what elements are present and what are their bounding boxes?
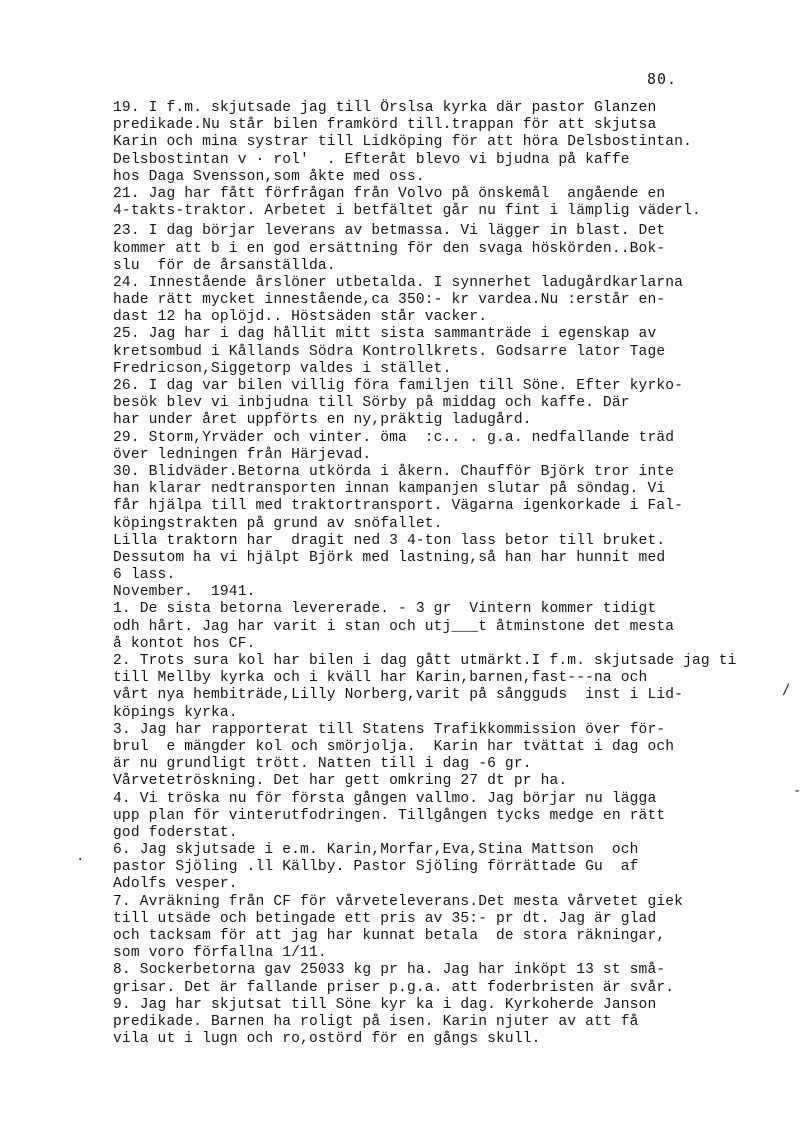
text-line: han klarar nedtransporten innan kampanjen slutar på söndag. Vi — [113, 481, 666, 498]
text-line: 7. Avräkning från CF för vårveteleverans.Det mesta vårvetet giek — [113, 893, 684, 910]
text-line: 8. Sockerbetorna gav 25033 kg pr ha. Jag har inköpt 13 st små- — [113, 962, 666, 979]
margin-dash-mark: - — [793, 783, 802, 799]
text-line: 4. Vi tröska nu för första gången vallmo. Jag börjar nu lägga — [113, 790, 657, 807]
text-line: besök blev vi inbjudna till Sörby på middag och kaffe. Där — [113, 395, 630, 412]
text-line: Dessutom ha vi hjälpt Björk med lastning,så han har hunnit med — [113, 549, 666, 566]
text-line: vila ut i lugn och ro,ostörd för en gångs skull. — [113, 1031, 541, 1048]
text-line: Fredricson,Siggetorp valdes i stället. — [113, 360, 452, 377]
text-line: hade rätt mycket innestående,ca 350:- kr vardea.Nu :erstår en- — [113, 292, 666, 309]
text-line: 21. Jag har fått förfrågan från Volvo på önskemål angående en — [113, 185, 666, 202]
text-line: 9. Jag har skjutsat till Söne kyr ka i dag. Kyrkoherde Janson — [113, 996, 657, 1013]
text-line: slu för de årsanställda. — [113, 257, 336, 274]
text-line: Karin och mina systrar till Lidköping för att höra Delsbostintan. — [113, 134, 692, 151]
text-line: 30. Blidväder.Betorna utkörda i åkern. Chaufför Björk tror inte — [113, 463, 675, 480]
text-line: till utsäde och betingade ett pris av 35:- pr dt. Jag är glad — [113, 910, 657, 927]
text-line: kommer att b i en god ersättning för den svaga höskörden..Bok- — [113, 240, 666, 257]
margin-slash-mark: / — [782, 682, 791, 698]
text-line: 23. I dag börjar leverans av betmassa. Vi lägger in blast. Det — [113, 223, 666, 240]
text-line: grisar. Det är fallande priser p.g.a. att foderbristen är svår. — [113, 979, 675, 996]
text-line: och tacksam för att jag har kunnat betala de stora räkningar, — [113, 928, 666, 944]
text-line: upp plan för vinterutfodringen. Tillgången tycks medge en rätt — [113, 807, 666, 824]
text-line: är nu grundligt trött. Natten till i dag -6 gr. — [113, 756, 532, 773]
text-line: 29. Storm,Yrväder och vinter. öma :c.. . g.a. nedfallande träd — [113, 429, 675, 446]
typed-diary-text — [113, 100, 803, 1048]
text-line: till Mellby kyrka och i kväll har Karin,barnen,fast---na och — [113, 670, 648, 687]
text-line: köpings kyrka. — [113, 704, 238, 721]
text-line: vårt nya hembiträde,Lilly Norberg,varit på sångguds inst i Lid- — [113, 687, 684, 704]
text-line: köpingstrakten på grund av snöfallet. — [113, 515, 443, 532]
text-line: Adolfs vesper. — [113, 876, 238, 893]
text-line: dast 12 ha oplöjd.. Höstsäden står vacker. — [113, 309, 488, 326]
text-line: Vårvetetröskning. Det har gett omkring 27 dt pr ha. — [113, 773, 568, 790]
text-line: som voro förfallna 1/11. — [113, 945, 327, 962]
text-line: god foderstat. — [113, 824, 238, 841]
text-line: 4-takts-traktor. Arbetet i betfältet går nu fint i lämplig väderl. — [113, 203, 701, 220]
page-number: 80. — [647, 70, 678, 88]
text-line: å kontot hos CF. — [113, 635, 256, 652]
text-line: 6. Jag skjutsade i e.m. Karin,Morfar,Eva,Stina Mattson och — [113, 842, 639, 859]
text-line: får hjälpa till med traktortransport. Vägarna igenkorkade i Fal- — [113, 498, 684, 515]
text-line: 2. Trots sura kol har bilen i dag gått utmärkt.I f.m. skjutsade jag ti — [113, 653, 737, 669]
text-line: Lilla traktorn har dragit ned 3 4-ton lass betor till bruket. — [113, 532, 666, 549]
text-line: 26. I dag var bilen villig föra familjen till Söne. Efter kyrko- — [113, 378, 684, 394]
text-line: har under året uppförts en ny,präktig ladugård. — [113, 412, 532, 429]
text-line: 25. Jag har i dag hållit mitt sista sammanträde i egenskap av — [113, 326, 657, 343]
margin-dot-mark: · — [76, 852, 85, 868]
text-line: 1. De sista betorna levererade. - 3 gr Vintern kommer tidigt — [113, 601, 657, 618]
text-line: hos Daga Svensson,som åkte med oss. — [113, 168, 425, 185]
text-line: 3. Jag har rapporterat till Statens Trafikkommission över för- — [113, 721, 666, 738]
text-line: brul e mängder kol och smörjolja. Karin har tvättat i dag och — [113, 738, 675, 755]
text-line: över ledningen från Härjevad. — [113, 446, 372, 463]
text-line: 24. Innestående årslöner utbetalda. I synnerhet ladugårdkarlarna — [113, 274, 684, 291]
text-line: November. 1941. — [113, 584, 256, 601]
text-line: odh hårt. Jag har varit i stan och utj___t åtminstone det mesta — [113, 618, 675, 635]
text-line: kretsombud i Kållands Södra Kontrollkrets. Godsarre lator Tage — [113, 343, 666, 360]
text-line: pastor Sjöling .ll Källby. Pastor Sjöling förrättade Gu af — [113, 859, 639, 876]
text-line: Delsbostintan v · rol' . Efteråt blevo vi bjudna på kaffe — [113, 151, 630, 168]
text-line: predikade.Nu står bilen framkörd till.trappan för att skjutsa — [113, 117, 657, 134]
text-line: 6 lass. — [113, 567, 176, 584]
text-line: 19. I f.m. skjutsade jag till Örslsa kyrka där pastor Glanzen — [113, 100, 657, 116]
text-line: predikade. Barnen ha roligt på isen. Karin njuter av att få — [113, 1013, 639, 1030]
